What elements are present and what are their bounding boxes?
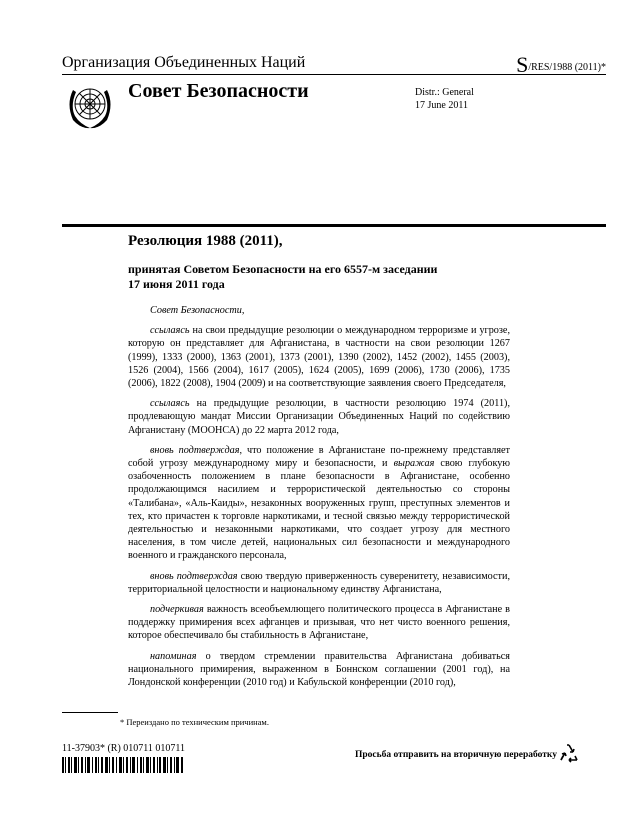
paragraph-text: важность всеобъемлющего политического процесса в Афганистане в поддержку примирения всех афганцев и призывая, что нет чисто военного решения, которое обеспечивало бы стабильность в Афганистане, <box>128 604 510 642</box>
paragraph-text: свою твердую приверженность суверенитету, независимости, территориальной целостности и национальному единству Афганистана, <box>128 570 511 595</box>
recycle-icon <box>557 742 581 766</box>
lead-word: выражая <box>393 458 435 470</box>
preamble-paragraph-6 <box>128 650 510 690</box>
council-name: Совет Безопасности <box>128 80 309 102</box>
adoption-line <box>128 262 437 292</box>
preamble-paragraph-4 <box>128 570 510 596</box>
distribution-block <box>415 86 474 112</box>
lead-word: вновь подтверждая <box>150 444 240 456</box>
symbol-letter: S <box>516 52 529 77</box>
barcode-icon <box>62 757 184 773</box>
paragraph-text: о твердом стремлении правительства Афганистана добиваться национального примирения, выраженном в Боннском соглашении (2001 год), на Лондонской конференции (2010 год) и Кабульской конференции (2010 год), <box>128 650 510 689</box>
footnote-rule <box>62 712 118 713</box>
preamble-paragraph-5 <box>128 603 510 643</box>
lead-word: напоминая <box>150 650 197 662</box>
organization-name: Организация Объединенных Наций <box>62 54 306 71</box>
issue-date: 17 June 2011 <box>415 100 468 111</box>
distribution: Distr.: General <box>415 87 474 98</box>
paragraph-text: на свои предыдущие резолюции о международном терроризме и угрозе, которую он представляет для Афганистана, в частности на свои резолюции 1267 (1999), 1333 (2000), 1363 (2001), 1373 (2001), 1390 (2002), 1452 (2002), 1455 (2003), 1526 (2004), 1566 (2004), 1617 (2005), 1624 (2005), 1699 (2006), 1730 (2006), 1735 (2006), 1822 (2008), 1904 (2009) и на соответствующие заявления своего Председателя, <box>128 325 510 390</box>
lead-word: ссылаясь <box>150 398 190 410</box>
recycle-notice: Просьба отправить на вторичную переработку <box>355 750 557 760</box>
opening-paragraph <box>128 304 510 317</box>
preamble-paragraph-2 <box>128 397 510 437</box>
paragraph-text: на предыдущие резолюции, в частности резолюцию 1974 (2011), продлевающую мандат Миссии Организации Объединенных Наций по содействию Афганистану (МООНСА) до 22 марта 2012 года, <box>128 398 510 436</box>
footnote: * Переиздано по техническим причинам. <box>120 717 269 727</box>
paragraph-text: , что положение в Афганистане по-прежнему представляет собой угрозу международному миру и безопасности, и <box>128 444 510 470</box>
document-number: 11-37903* (R) 010711 010711 <box>62 743 186 754</box>
adoption-line-2: 17 июня 2011 года <box>128 277 225 291</box>
header-rule <box>62 74 606 75</box>
preamble-paragraph-1 <box>128 324 510 390</box>
lead-word: подчеркивая <box>150 604 204 616</box>
symbol-rest: /RES/1988 (2011)* <box>528 62 606 73</box>
un-emblem-icon <box>64 80 116 132</box>
paragraph-text: свою глубокую озабоченность положением в плане безопасности в Афганистане, особенно продолжающимся насилием и террористической деятельностью со стороны «Талибана», «Аль-Каиды», незаконных вооруженных групп, преступных элементов и тех, кто причастен к торговле наркотиками, и тесной связью между террористической деятельностью и незаконными наркотиками, что создает угрозу для местного населения, в том числе детей, национальных сил безопасности и международного военного и гражданского персонала, <box>128 458 510 562</box>
resolution-body <box>128 304 510 696</box>
resolution-title: Резолюция 1988 (2011), <box>128 233 283 249</box>
lead-word: ссылаясь <box>150 325 190 337</box>
opening-text: Совет Безопасности, <box>150 305 245 316</box>
adoption-line-1: принятая Советом Безопасности на его 6557-м заседании <box>128 262 438 276</box>
preamble-paragraph-3 <box>128 444 510 563</box>
thick-rule <box>62 224 606 227</box>
lead-word: вновь подтверждая <box>150 570 238 582</box>
